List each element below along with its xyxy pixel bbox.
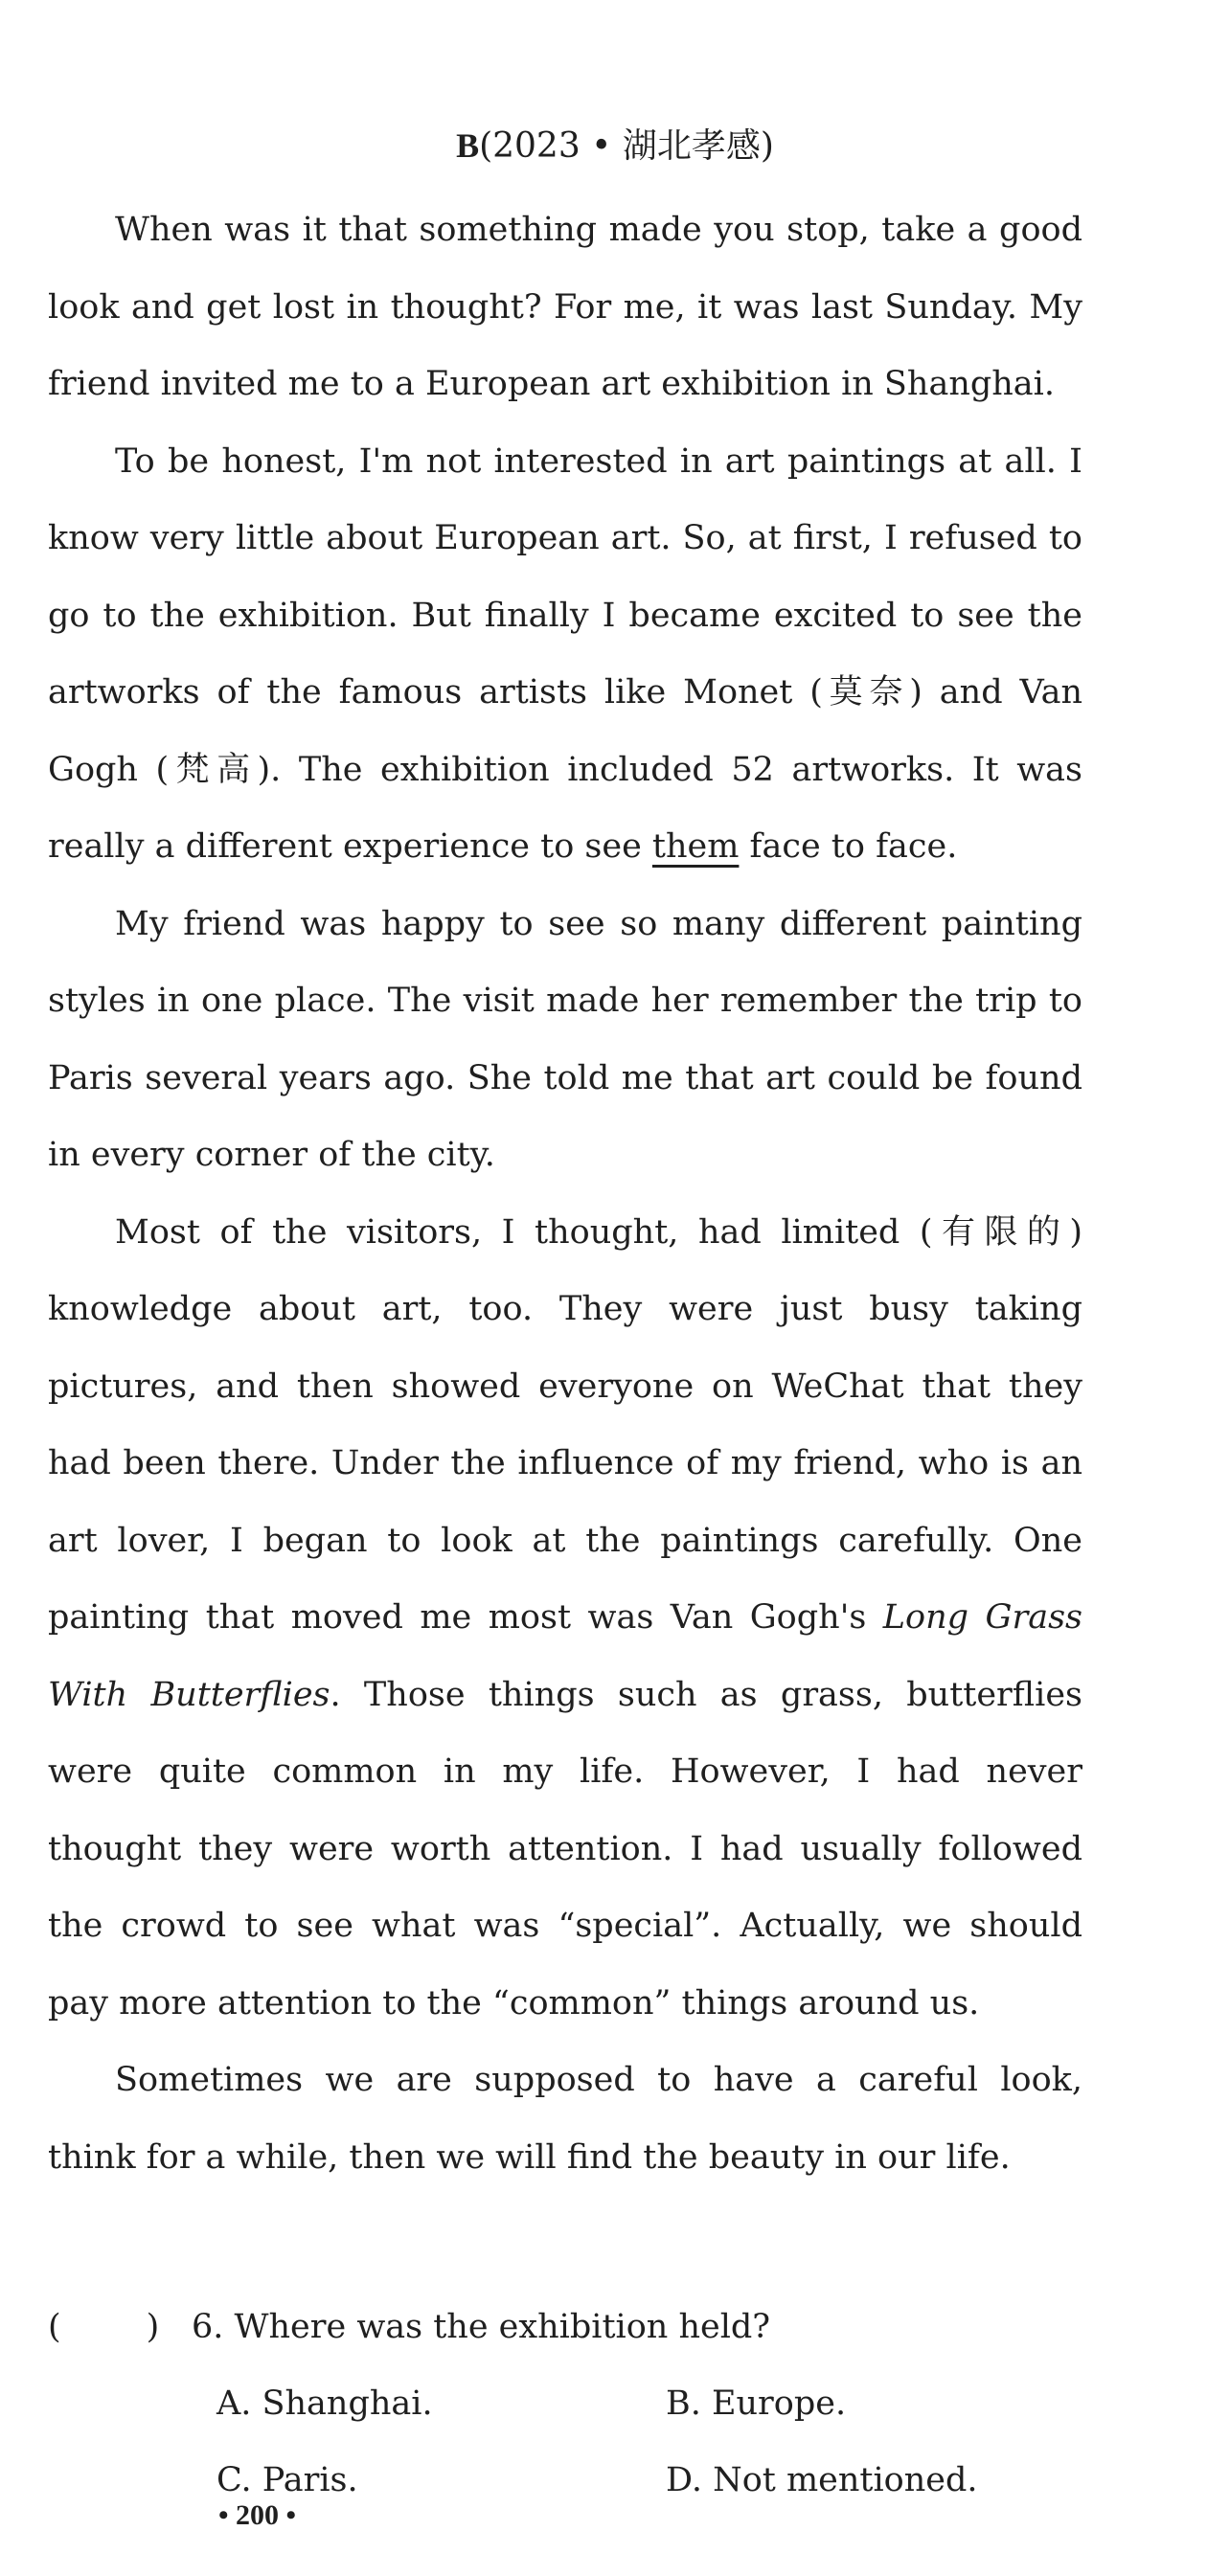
option-d[interactable]: D. Not mentioned. xyxy=(666,2461,978,2499)
section-source: (2023 • 湖北孝感) xyxy=(479,126,774,166)
paragraph-3: My friend was happy to see so many different painting styles in one place. The visit made her remember the trip to Paris several years ago. She told me that art could be found in every corner of the city. xyxy=(48,904,1082,1174)
section-heading xyxy=(0,123,1230,169)
paragraph-4 xyxy=(48,1194,1082,2043)
paragraph-4-text-start: Most of the visitors, I thought, had limited (有限的) knowledge about art, too. They were just busy taking pictures, and then showed everyone on WeChat that they had been there. Under the influence of my friend, who is an art lover, I began to look at the paintings carefully. One painting that moved me most was Van Gogh's xyxy=(48,1212,1082,1637)
page-number: • 200 • xyxy=(218,2499,297,2531)
option-c[interactable]: C. Paris. xyxy=(216,2461,358,2499)
paragraph-2-text-end: face to face. xyxy=(739,827,958,866)
underlined-word-them: them xyxy=(651,827,740,866)
paragraph-1: When was it that something made you stop, take a good look and get lost in thought? For me, it was last Sunday. My friend invited me to a European art exhibition in Shanghai. xyxy=(48,211,1082,403)
option-a[interactable]: A. Shanghai. xyxy=(216,2384,433,2423)
section-label: B xyxy=(456,126,480,165)
question-stem xyxy=(48,2289,1178,2365)
painting-title: Long Grass With Butterflies xyxy=(48,1598,1082,1714)
answer-blank[interactable]: ( ) xyxy=(48,2308,160,2346)
paragraph-2 xyxy=(48,423,1082,886)
paragraph-2-text-start: To be honest, I'm not interested in art paintings at all. I know very little about European art. So, at first, I refused to go to the exhibition. But finally I became excited to see the artworks of the famous artists like Monet (莫奈) and Van Gogh (梵高). The exhibition included 52 artworks. It was really a different experience to see xyxy=(48,441,1082,866)
paragraph-4-text-end: . Those things such as grass, butterflies were quite common in my life. However, I had never thought they were worth attention. I had usually followed the crowd to see what was “special”. Actually, we should pay more attention to the “common” things around us. xyxy=(48,1675,1082,2022)
question-text: 6. Where was the exhibition held? xyxy=(192,2308,771,2346)
option-b[interactable]: B. Europe. xyxy=(666,2384,847,2423)
paragraph-5: Sometimes we are supposed to have a careful look, think for a while, then we will find the beauty in our life. xyxy=(48,2061,1082,2177)
question-6 xyxy=(48,2289,1178,2519)
answer-options xyxy=(48,2365,1178,2519)
reading-passage xyxy=(48,192,1082,2196)
